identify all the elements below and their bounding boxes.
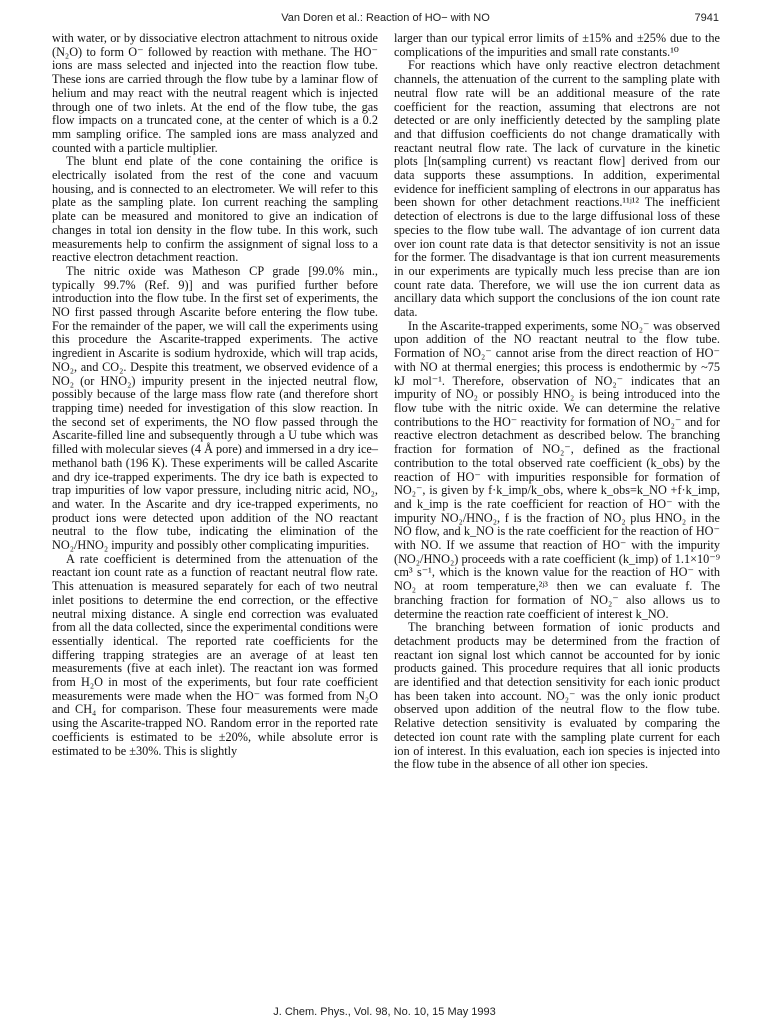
paragraph: In the Ascarite-trapped experiments, some NO₂⁻ was observed upon addition of the NO reactant neutral to the flow tube. Formation of NO₂⁻ cannot arise from the direct reaction of HO⁻ with NO at thermal energies; this process is endothermic by ~75 kJ mol⁻¹. Therefore, observation of NO₂⁻ indicates that an impurity of NO₂ or possibly HNO₂ is being introduced into the flow tube with the nitric oxide. We can determine the relative contributions to the HO⁻ reactivity for formation of NO₂⁻ and for reactive electron detachment as described below. The branching fraction for formation of NO₂⁻, defined as the fractional contribution to the total observed rate coefficient (k_obs) by the reaction of HO⁻ with impurities responsible for formation of NO₂⁻, is given by f·k_imp/k_obs, where k_obs=k_NO +f·k_imp, and k_imp is the rate coefficient for reaction of HO⁻ with the impurity NO₂/HNO₂, f is the fraction of NO₂ plus HNO₂ in the NO flow, and k_NO is the rate coefficient for the reaction of HO⁻ with NO. If we assume that reaction of HO⁻ with the impurity (NO₂/HNO₂) proceeds with a rate coefficient (k_imp) of 1.1×10⁻⁹ cm³ s⁻¹, which is the known value for the reaction of HO⁻ with NO₂ at room temperature,²ʲ³ then we can evaluate f. The branching fraction for formation of NO₂⁻ also allows us to determine the reaction rate coefficient of interest k_NO. [394,318,720,621]
paragraph: The nitric oxide was Matheson CP grade [99.0% min., typically 99.7% (Ref. 9)] and was purified further before introduction into the flow tube. In the first set of experiments, the NO first passed through Ascarite before entering the flow tube. For the remainder of the paper, we will call the experiments using this procedure the Ascarite-trapped experiments. The active ingredient in Ascarite is sodium hydroxide, which will trap acids, NO₂, and CO₂. Despite this treatment, we observed evidence of a NO₂ (or HNO₂) impurity present in the injected neutral flow, possibly because of the large mass flow rate (and therefore short trapping time) needed for investigation of this slow reaction. In the second set of experiments, the NO flow passed through the Ascarite-filled line and subsequently through a U tube which was filled with molecular sieves (4 Å pore) and immersed in a dry ice–methanol bath (196 K). These experiments will be called Ascarite and dry ice-trapped experiments. The dry ice bath is expected to trap impurities of low vapor pressure, including nitric acid, NO₂, and water. In the Ascarite and dry ice-trapped experiments, no product ions were detected upon addition of the NO reactant neutral to the flow tube, indicating the elimination of the NO₂/HNO₂ impurity and possibly other complicating impurities. [52,263,378,553]
paragraph: larger than our typical error limits of ±15% and ±25% due to the complications of the impurities and small rate constants.¹⁰ [394,31,720,59]
paragraph: The branching between formation of ionic products and detachment products may be determined from the fraction of reactant ion signal lost which cannot be accounted for by ionic products gained. This procedure requires that all ionic products are identified and that detection sensitivity for each ionic product has been taken into account. NO₂⁻ was the only ionic product observed upon addition of the neutral flow to the flow tube. Relative detection sensitivity is evaluated by comparing the detected ion count rate with the sampling plate current for each ion of interest. In this evaluation, each ion species is injected into the flow tube in the absence of all other ion species. [394,620,720,772]
page-footer [0,1006,769,1018]
paragraph: The blunt end plate of the cone containing the orifice is electrically isolated from the rest of the cone and vacuum housing, and is connected to an electrometer. We will refer to this plate as the sampling plate. Ion current reaching the sampling plate can be measured and monitored to give an indication of changes in total ion density in the flow tube. In this work, such measurements help to confirm the assignment of signal loss to a reactive electron detachment reaction. [52,154,378,265]
page-number: 7941 [694,12,719,24]
paragraph: with water, or by dissociative electron attachment to nitrous oxide (N₂O) to form O⁻ followed by reaction with methane. The HO⁻ ions are mass selected and injected into the reaction flow tube. These ions are carried through the flow tube by a laminar flow of helium and may react with the neutral reagent which is injected through one of two inlets. At the end of the flow tube, the gas flow impacts on a truncated cone, at the center of which is a 0.2 mm sampling orifice. The sampled ions are mass analyzed and counted with a particle multiplier. [52,31,378,155]
page-header [52,12,719,28]
paragraph: A rate coefficient is determined from the attenuation of the reactant ion count rate as a function of reactant neutral flow rate. This attenuation is measured separately for each of two neutral inlet positions to determine the end correction, or the effective neutral mixing distance. A single end correction was evaluated from all the data collected, since the experimental conditions were essentially identical. The reported rate coefficients for the differing trapping strategies are an average of at least ten measurements (five at each inlet). The reactant ion was formed from H₂O in most of the experiments, but four rate coefficient measurements were made when the HO⁻ was formed from N₂O and CH₄ for comparison. These four measurements were made using the Ascarite-trapped NO. Random error in the reported rate coefficients is estimated to be ±20%, while absolute error is estimated to be ±30%. This is slightly [52,551,378,758]
journal-citation: J. Chem. Phys., Vol. 98, No. 10, 15 May 1993 [273,1006,496,1018]
right-column [394,32,720,772]
running-title: Van Doren et al.: Reaction of HO− with NO [281,12,490,24]
paragraph: For reactions which have only reactive electron detachment channels, the attenuation of the current to the sampling plate with neutral flow rate will be an additional measure of the rate coefficient for the reaction, assuming that electrons are not detected or are only inefficiently detected by the sampling plate and that diffusion coefficients do not change dramatically with reactant neutral flow rate. The lack of curvature in the kinetic plots [ln(sampling current) vs reactant flow] derived from our data supports these assumptions. In addition, experimental evidence for inefficient sampling of electrons in our apparatus has been shown for other detachment reactions.¹¹ʲ¹² The inefficient detection of electrons is due to the large diffusional loss of these species to the flow tube wall. The advantage of ion current data over ion count rate data is that detector sensitivity is not an issue for the former. The disadvantage is that ion current measurements in our experiments are typically much less precise than are ion count rate data. Therefore, we will use the ion current data as ancillary data which support the conclusions of the ion count rate data. [394,58,720,320]
body-columns [52,32,720,772]
left-column [52,32,378,772]
